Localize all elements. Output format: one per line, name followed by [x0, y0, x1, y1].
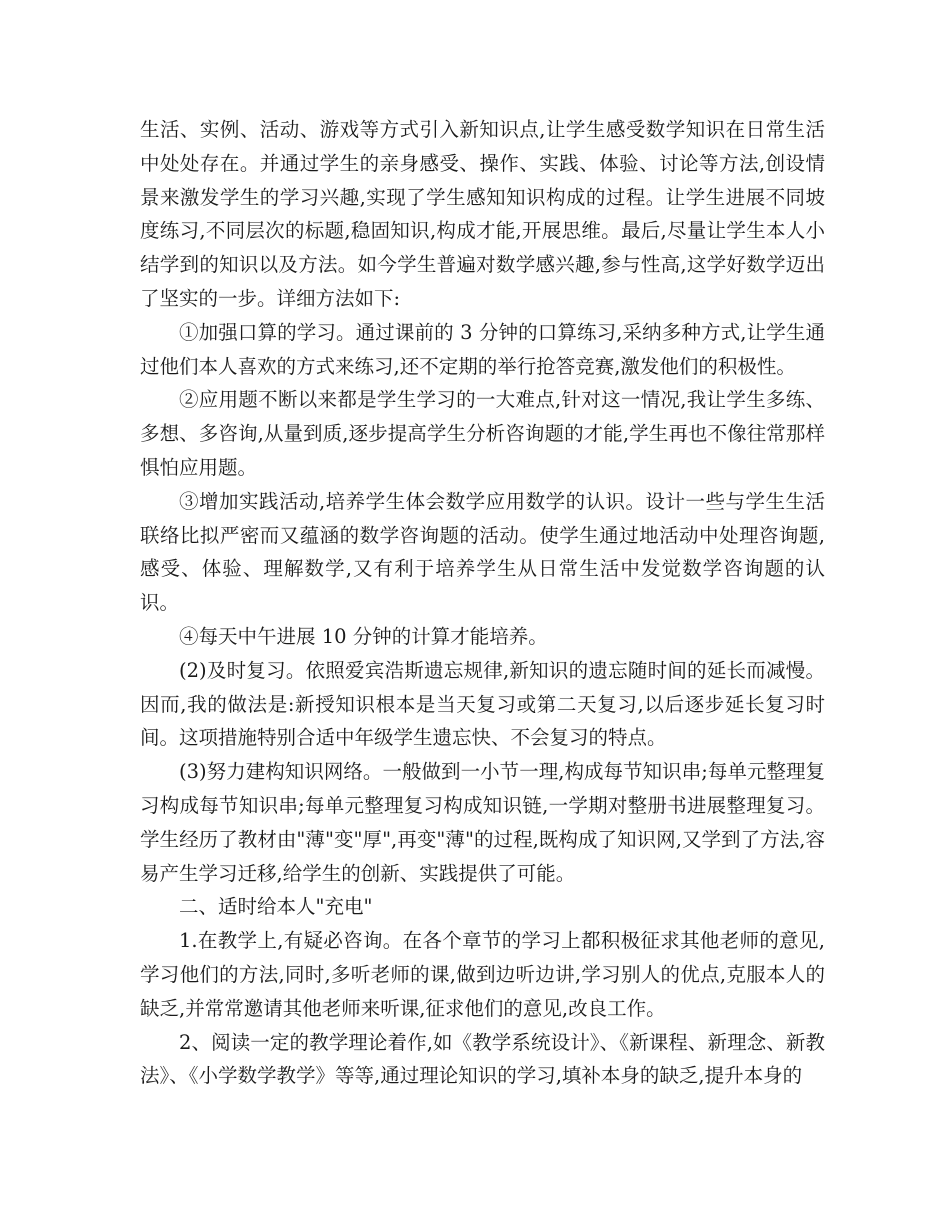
section-heading: 二、适时给本人"充电": [179, 895, 373, 919]
paragraph-10: 2、阅读一定的教学理论着作,如《教学系统设计》、《新课程、新理念、新教法》、《小学数学教学》等等,通过理论知识的学习,填补本身的缺乏,提升本身的: [140, 1030, 825, 1088]
paragraph-7: (3)努力建构知识网络。一般做到一小节一理,构成每节知识串;每单元整理复习构成每节知识串;每单元整理复习构成知识链,一学期对整册书进展整理复习。学生经历了教材由"薄"变"厚",再变"薄"的过程,既构成了知识网,又学到了方法,容易产生学习迁移,给学生的创新、实践提供了可能。: [140, 760, 825, 885]
paragraph-6: (2)及时复习。依照爱宾浩斯遗忘规律,新知识的遗忘随时间的延长而减慢。因而,我的做法是:新授知识根本是当天复习或第二天复习,以后逐步延长复习时间。这项措施特别合适中年级学生遗忘快、不会复习的特点。: [140, 658, 825, 750]
paragraph-3: ②应用题不断以来都是学生学习的一大难点,针对这一情况,我让学生多练、多想、多咨询,从量到质,逐步提高学生分析咨询题的才能,学生再也不像往常那样惧怕应用题。: [140, 388, 825, 479]
paragraph-2: ①加强口算的学习。通过课前的 3 分钟的口算练习,采纳多种方式,让学生通过他们本人喜欢的方式来练习,还不定期的举行抢答竞赛,激发他们的积极性。: [140, 320, 825, 378]
paragraph-5: ④每天中午进展 10 分钟的计算才能培养。: [179, 624, 548, 648]
paragraph-9: 1.在教学上,有疑必咨询。在各个章节的学习上都积极征求其他老师的意见,学习他们的方法,同时,多听老师的课,做到边听边讲,学习别人的优点,克服本人的缺乏,并常常邀请其他老师来听课,征求他们的意见,改良工作。: [140, 929, 825, 1020]
document-body: [140, 113, 825, 1093]
paragraph-1: 生活、实例、活动、游戏等方式引入新知识点,让学生感受数学知识在日常生活中处处存在。并通过学生的亲身感受、操作、实践、体验、讨论等方法,创设情景来激发学生的学习兴趣,实现了学生感知知识构成的过程。让学生进展不同坡度练习,不同层次的标题,稳固知识,构成才能,开展思维。最后,尽量让学生本人小结学到的知识以及方法。如今学生普遍对数学感兴趣,参与性高,这学好数学迈出了坚实的一步。详细方法如下:: [140, 118, 825, 310]
paragraph-4: ③增加实践活动,培养学生体会数学应用数学的认识。设计一些与学生生活联络比拟严密而又蕴涵的数学咨询题的活动。使学生通过地活动中处理咨询题,感受、体验、理解数学,又有利于培养学生从日常生活中发觉数学咨询题的认识。: [140, 489, 825, 615]
